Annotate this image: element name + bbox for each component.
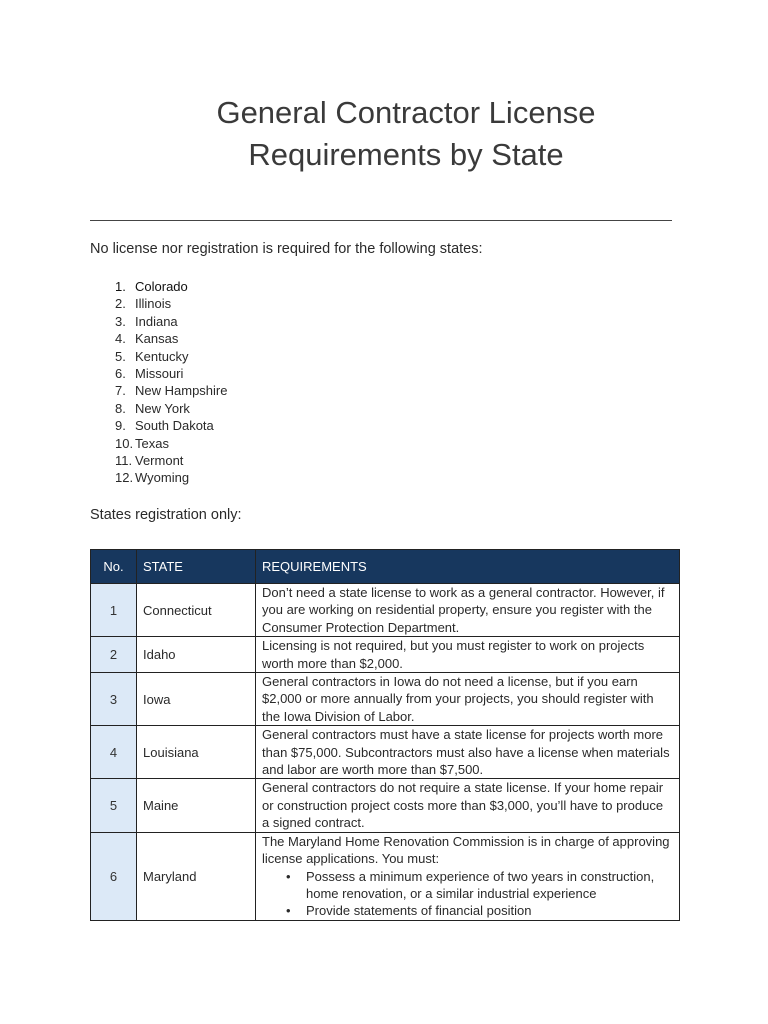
list-item: • Possess a minimum experience of two years in construction, home renovation, or a similar industrial experience: [286, 868, 673, 903]
list-item: [90, 435, 227, 452]
row-state: Louisiana: [137, 726, 256, 779]
list-item: [90, 313, 227, 330]
list-item-number: 5.: [115, 348, 126, 364]
list-item-number: 12.: [115, 470, 134, 486]
list-item: [90, 417, 227, 434]
list-item: [90, 365, 227, 382]
no-license-state-list: [90, 278, 227, 487]
list-item-state: Kansas: [135, 331, 179, 347]
list-item-state: Vermont: [135, 452, 184, 468]
row-state: Iowa: [137, 673, 256, 726]
list-item-state: Wyoming: [135, 470, 190, 486]
list-item-number: 1.: [115, 279, 126, 294]
list-item-number: 10.: [115, 435, 134, 451]
list-item-number: 3.: [115, 313, 126, 329]
column-header-state: STATE: [137, 550, 256, 584]
list-item-number: 11.: [115, 452, 133, 468]
no-license-intro: No license nor registration is required for the following states:: [90, 241, 483, 257]
row-state: Maryland: [137, 832, 256, 920]
table-row: [91, 584, 680, 637]
list-item-number: 2.: [115, 296, 126, 312]
row-number: 4: [91, 726, 137, 779]
table-row: [91, 832, 680, 920]
requirements-bullet-list: [262, 868, 673, 920]
row-requirements: Licensing is not required, but you must register to work on projects worth more than $2,000.: [256, 637, 680, 673]
column-header-requirements: REQUIREMENTS: [256, 550, 680, 584]
list-item: [90, 382, 227, 399]
list-item-state: Illinois: [135, 296, 172, 312]
list-item-state: Colorado: [135, 279, 188, 294]
row-state: Idaho: [137, 637, 256, 673]
row-number: 5: [91, 779, 137, 832]
table-row: [91, 637, 680, 673]
list-item-number: 6.: [115, 365, 126, 381]
row-requirements: General contractors in Iowa do not need a license, but if you earn $2,000 or more annually from your projects, you should register with the Iowa Division of Labor.: [256, 673, 680, 726]
list-item: [90, 330, 227, 347]
list-item: [90, 469, 227, 486]
page-title: [90, 92, 722, 176]
registration-only-heading: States registration only:: [90, 507, 242, 523]
table-row: [91, 779, 680, 832]
column-header-number: No.: [91, 550, 137, 584]
row-state: Connecticut: [137, 584, 256, 637]
row-requirements: General contractors must have a state license for projects worth more than $75,000. Subcontractors must also have a license when materials and labor are worth more than $7,500.: [256, 726, 680, 779]
list-item: [90, 400, 227, 417]
row-number: 1: [91, 584, 137, 637]
list-item-number: 7.: [115, 383, 126, 399]
list-item-number: 4.: [115, 331, 126, 347]
list-item-number: 8.: [115, 400, 126, 416]
table-row: [91, 673, 680, 726]
list-item: [90, 452, 227, 469]
row-requirements-text: The Maryland Home Renovation Commission is in charge of approving license applications. You must:: [262, 833, 670, 867]
row-number: 3: [91, 673, 137, 726]
list-item: • Provide statements of financial position: [286, 902, 673, 919]
list-item-state: Indiana: [135, 313, 178, 329]
table-row: [91, 726, 680, 779]
row-requirements: General contractors do not require a state license. If your home repair or construction project costs more than $3,000, you’ll have to produce a signed contract.: [256, 779, 680, 832]
horizontal-divider: [90, 220, 672, 221]
row-number: 2: [91, 637, 137, 673]
list-item-state: New York: [135, 400, 190, 416]
list-item: [90, 278, 227, 295]
row-requirements: [256, 832, 680, 920]
registration-requirements-table: [90, 549, 680, 921]
title-line-2: Requirements by State: [248, 137, 564, 172]
table-header-row: [91, 550, 680, 584]
list-item-state: Missouri: [135, 365, 184, 381]
list-item-number: 9.: [115, 418, 126, 434]
list-item-state: Texas: [135, 435, 169, 451]
list-item-state: South Dakota: [135, 418, 214, 434]
title-line-1: General Contractor License: [216, 95, 596, 130]
row-requirements: Don’t need a state license to work as a general contractor. However, if you are working on residential property, ensure you register with the Consumer Protection Department.: [256, 584, 680, 637]
list-item-state: New Hampshire: [135, 383, 228, 399]
row-state: Maine: [137, 779, 256, 832]
list-item: [90, 295, 227, 312]
row-number: 6: [91, 832, 137, 920]
list-item-state: Kentucky: [135, 348, 189, 364]
list-item: [90, 348, 227, 365]
